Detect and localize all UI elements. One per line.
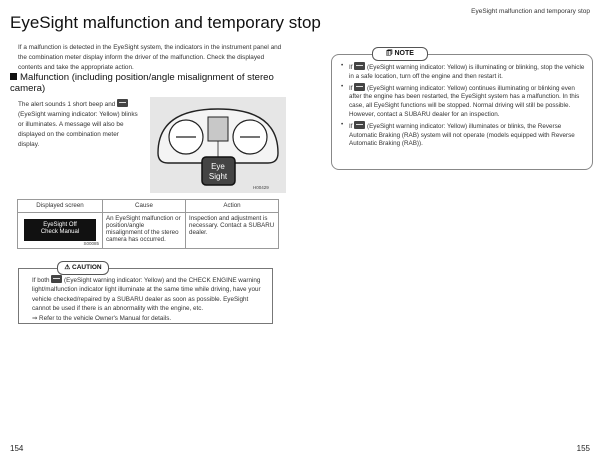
action-cell: Inspection and adjustment is necessary. Contact a SUBARU dealer. — [186, 213, 279, 249]
section-heading-text: Malfunction (including position/angle misalignment of stereo camera) — [10, 72, 274, 94]
eyesight-warning-indicator-icon — [354, 83, 365, 91]
caution-text-part1: If both — [32, 277, 50, 284]
displayed-screen-cell — [18, 213, 103, 249]
caution-reference: ⇒ Refer to the vehicle Owner's Manual for details. — [32, 314, 172, 322]
figure-id: H00429 — [253, 185, 269, 190]
table-header-row — [18, 200, 279, 213]
note-item-prefix: If — [349, 84, 353, 92]
column-header-cause: Cause — [103, 200, 186, 213]
running-header: EyeSight malfunction and temporary stop — [471, 8, 590, 15]
screen-message-line1: EyeSight Off — [43, 222, 77, 228]
note-item-text: (EyeSight warning indicator: Yellow) is illuminating or blinking, stop the vehicle in a safe location, turn off the engine and then restart it. — [349, 64, 585, 80]
square-bullet-icon — [10, 73, 17, 80]
page-number-left: 154 — [10, 444, 24, 453]
alert-text-part2: (EyeSight warning indicator: Yellow) blinks or illuminates. A message will also be displayed on the combination meter display. — [18, 111, 138, 148]
warning-triangle-icon: ⚠ — [64, 264, 71, 271]
display-screen-image — [24, 219, 96, 241]
meter-display — [208, 117, 228, 141]
caution-label — [57, 261, 109, 275]
note-label — [372, 47, 428, 61]
caution-label-text: CAUTION — [72, 264, 102, 271]
note-item-text: (EyeSight warning indicator: Yellow) continues illuminating or blinking even after the engine has been restarted, the EyeSight system has a malfunction. In this case, all EyeSight functions will be stopped. Normal driving will still be possible. However, contact a SUBARU dealer for an inspection. — [349, 84, 580, 118]
caution-text-part2: (EyeSight warning indicator: Yellow) and the CHECK ENGINE warning light/malfunction indicator light illuminate at the same time while driving, have your vehicle checked/repaired by a SUBARU dealer as soon as possible. EyeSight cannot be used if there is an abnormality with the engine, etc. — [32, 277, 261, 313]
column-header-action: Action — [186, 200, 279, 213]
malfunction-table — [17, 199, 279, 249]
combination-meter-figure — [150, 97, 286, 193]
note-item — [341, 83, 585, 120]
cause-cell: An EyeSight malfunction or position/angle misalignment of the stereo camera has occurred. — [103, 213, 186, 249]
note-item — [341, 121, 585, 149]
intro-paragraph: If a malfunction is detected in the EyeSight system, the indicators in the instrument panel and the combination meter display inform the driver of the malfunction. Check the displayed contents and take the appropriate action. — [18, 44, 282, 71]
eyesight-warning-indicator-icon — [354, 62, 365, 70]
page-title: EyeSight malfunction and temporary stop — [10, 13, 321, 32]
section-heading — [10, 72, 290, 94]
page-number-right: 155 — [576, 444, 590, 453]
eyesight-warning-indicator-icon — [51, 275, 62, 283]
eyesight-warning-indicator-icon — [117, 99, 128, 107]
screen-code: S00085 — [83, 241, 99, 246]
table-row — [18, 213, 279, 249]
column-header-displayed-screen: Displayed screen — [18, 200, 103, 213]
caution-text — [32, 275, 267, 323]
note-list — [341, 62, 585, 150]
note-item-prefix: If — [349, 64, 353, 71]
note-item — [341, 62, 585, 82]
note-item-text: (EyeSight warning indicator: Yellow) illuminates or blinks, the Reverse Automatic Braking (RAB) system will not operate (models equipped with Reverse Automatic Braking (RAB)). — [349, 122, 575, 148]
alert-description — [18, 99, 138, 150]
note-label-text: NOTE — [394, 50, 414, 57]
alert-text-part1: The alert sounds 1 short beep and — [18, 101, 116, 108]
note-icon: 🗊 — [386, 50, 393, 57]
screen-message-line2: Check Manual — [40, 229, 80, 235]
eyesight-icon-label-line1: Eye — [211, 162, 225, 171]
eyesight-warning-indicator-icon — [354, 121, 365, 129]
note-item-prefix: If — [349, 122, 353, 130]
eyesight-icon-label-line2: Sight — [208, 172, 228, 181]
